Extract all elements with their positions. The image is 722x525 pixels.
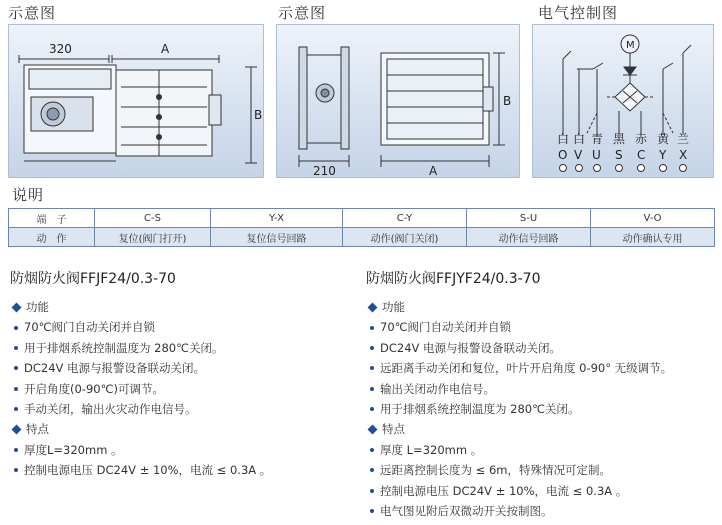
right-product: [366, 268, 716, 521]
list-item: 电气图见附后双微动开关按制图。: [366, 501, 716, 521]
dot-bullet-icon: [370, 407, 374, 411]
list-item: 远距离控制长度为 ≤ 6m，特殊情况可定制。: [366, 460, 716, 480]
dot-bullet-icon: [14, 366, 18, 370]
terminal-code-2: V: [574, 148, 583, 162]
table-cell: 复位信号回路: [211, 228, 343, 247]
dot-bullet-icon: [370, 326, 374, 330]
list-heading: 特点: [10, 419, 360, 439]
diagram-panel-side-view: [8, 24, 264, 178]
diagram-panel-front-view: [276, 24, 520, 178]
dot-bullet-icon: [14, 448, 18, 452]
dot-bullet-icon: [14, 407, 18, 411]
diagram-panel-electrical: [532, 24, 714, 178]
table-row: [9, 209, 715, 228]
right-product-list: [366, 297, 716, 521]
terminal-color-7: 兰: [677, 132, 690, 146]
left-product-title: 防烟防火阀FFJF24/0.3-70: [10, 271, 176, 287]
dot-bullet-icon: [370, 366, 374, 370]
table-row: [9, 228, 715, 247]
dim-b-side: B: [254, 108, 263, 122]
dim-210: 210: [313, 164, 336, 178]
list-item: 控制电源电压 DC24V ± 10%，电流 ≤ 0.3A 。: [366, 481, 716, 501]
list-item: 厚度L=320mm 。: [10, 440, 360, 460]
table-cell: 动作信号回路: [467, 228, 591, 247]
table-cell: C-S: [95, 209, 211, 228]
table-head-terminal: 端子: [9, 209, 95, 228]
diamond-bullet-icon: [368, 425, 378, 435]
list-item: 70℃阀门自动关闭并自锁: [10, 317, 360, 337]
list-item: 厚度 L=320mm 。: [366, 440, 716, 460]
dim-b-front: B: [503, 94, 512, 108]
terminal-code-1: O: [558, 148, 568, 162]
dot-bullet-icon: [14, 346, 18, 350]
diagram-title-3: 电气控制图: [538, 4, 619, 22]
dot-bullet-icon: [370, 509, 374, 513]
list-heading: 功能: [366, 297, 716, 317]
terminal-color-2: 白: [573, 132, 586, 146]
terminal-code-5: C: [637, 148, 646, 162]
terminal-code-7: X: [679, 148, 688, 162]
list-item: 70℃阀门自动关闭并自锁: [366, 317, 716, 337]
terminal-color-3: 青: [591, 132, 604, 146]
table-cell: 动作确认专用: [591, 228, 715, 247]
dot-bullet-icon: [370, 489, 374, 493]
table-head-action: 动作: [9, 228, 95, 247]
dot-bullet-icon: [14, 326, 18, 330]
list-item: 输出关闭动作电信号。: [366, 379, 716, 399]
list-item: DC24V 电源与报警设备联动关闭。: [366, 338, 716, 358]
dim-a-front: A: [429, 164, 438, 178]
list-heading: 功能: [10, 297, 360, 317]
table-cell: S-U: [467, 209, 591, 228]
dot-bullet-icon: [370, 346, 374, 350]
list-item: 手动关闭，输出火灾动作电信号。: [10, 399, 360, 419]
diagram-title-1: 示意图: [8, 4, 57, 22]
left-product: [10, 268, 360, 481]
terminal-color-6: 黄: [657, 132, 670, 146]
terminal-color-1: 白: [557, 132, 570, 146]
list-item: 用于排烟系统控制温度为 280℃关闭。: [10, 338, 360, 358]
dot-bullet-icon: [370, 387, 374, 391]
terminal-code-6: Y: [659, 148, 667, 162]
explain-title: 说明: [12, 186, 45, 204]
list-item: 远距离手动关闭和复位，叶片开启角度 0-90° 无级调节。: [366, 358, 716, 378]
terminal-color-4: 黑: [613, 132, 626, 146]
list-item: DC24V 电源与报警设备联动关闭。: [10, 358, 360, 378]
diamond-bullet-icon: [368, 302, 378, 312]
dim-320: 320: [49, 42, 72, 56]
terminal-color-5: 赤: [635, 132, 648, 146]
diagram-title-2: 示意图: [278, 4, 327, 22]
terminal-code-4: S: [615, 148, 623, 162]
table-cell: C-Y: [343, 209, 467, 228]
list-item: 开启角度(0-90℃)可调节。: [10, 379, 360, 399]
diamond-bullet-icon: [12, 302, 22, 312]
motor-label: M: [626, 40, 635, 51]
list-item: 控制电源电压 DC24V ± 10%，电流 ≤ 0.3A 。: [10, 460, 360, 480]
table-cell: 复位(阀门打开): [95, 228, 211, 247]
table-cell: 动作(阀门关闭): [343, 228, 467, 247]
list-item: 用于排烟系统控制温度为 280℃关闭。: [366, 399, 716, 419]
terminal-code-3: U: [592, 148, 601, 162]
table-cell: Y-X: [211, 209, 343, 228]
dot-bullet-icon: [14, 387, 18, 391]
dim-a-side: A: [161, 42, 170, 56]
list-heading: 特点: [366, 419, 716, 439]
table-cell: V-O: [591, 209, 715, 228]
diamond-bullet-icon: [12, 425, 22, 435]
terminal-table: [8, 208, 715, 247]
dot-bullet-icon: [370, 468, 374, 472]
dot-bullet-icon: [14, 468, 18, 472]
right-product-title: 防烟防火阀FFJYF24/0.3-70: [366, 271, 541, 287]
left-product-list: [10, 297, 360, 481]
dot-bullet-icon: [370, 448, 374, 452]
